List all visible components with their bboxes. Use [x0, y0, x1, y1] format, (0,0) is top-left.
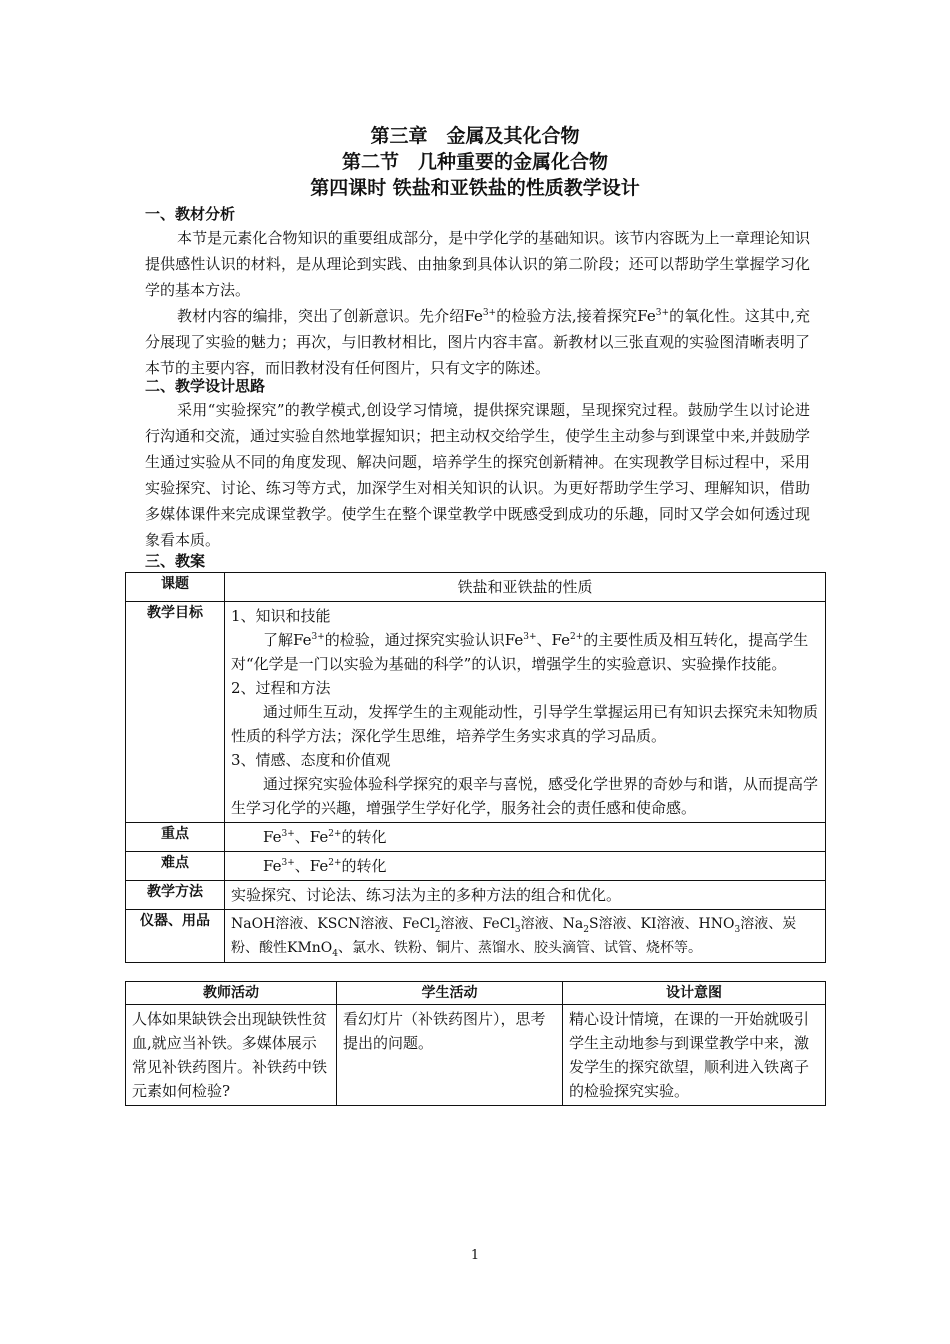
difficulty-value: $Fe^{3+}$、$Fe^{2+}$的转化: [225, 852, 826, 881]
activities-table: [125, 981, 826, 1106]
paragraph-1: 本节是元素化合物知识的重要组成部分，是中学化学的基础知识。该节内容既为上一章理论知识提供感性认识的材料，是从理论到实践、由抽象到具体认识的第二阶段；还可以帮助学生掌握学习化学的基本方法。: [145, 229, 810, 299]
goal-2-title: 2、过程和方法: [231, 679, 331, 697]
equipment-label: 仪器、用品: [126, 910, 225, 963]
activities-header-row: [126, 982, 826, 1005]
teacher-activity-cell: 人体如果缺铁会出现缺铁性贫血,就应当补铁。多媒体展示常见补铁药图片。补铁药中铁元素如何检验?: [126, 1005, 337, 1106]
lesson-plan-table: [125, 572, 826, 963]
goal-1-text: 了解$Fe^{3+}$的检验，通过探究实验认识$Fe^{3+}$、$Fe^{2+}$的主要性质及相互转化，提高学生对“化学是一门以实验为基础的科学”的认识，增强学生的实验意识、实验操作技能。: [231, 631, 809, 673]
design-idea-text: [145, 397, 810, 553]
heading-design-idea: 二、教学设计思路: [145, 377, 266, 395]
design-intent-header: 设计意图: [563, 982, 826, 1005]
table-row-equipment: [126, 910, 826, 963]
goal-3-title: 3、情感、态度和价值观: [231, 751, 391, 769]
student-activity-header: 学生活动: [337, 982, 563, 1005]
method-value: 实验探究、讨论法、练习法为主的多种方法的组合和优化。: [225, 881, 826, 910]
lesson-title: 第四课时 铁盐和亚铁盐的性质教学设计: [310, 177, 640, 199]
goal-2-text: 通过师生互动，发挥学生的主观能动性，引导学生掌握运用已有知识去探究未知物质性质的科学方法；深化学生思维，培养学生务实求真的学习品质。: [231, 703, 819, 745]
teacher-activity-header: 教师活动: [126, 982, 337, 1005]
heading-material-analysis: 一、教材分析: [145, 205, 236, 223]
section-title: 第二节 几种重要的金属化合物: [341, 151, 608, 173]
goal-1-title: 1、知识和技能: [231, 607, 331, 625]
table-row: [126, 1005, 826, 1106]
topic-label: 课题: [126, 573, 225, 602]
heading-lesson-plan: 三、教案: [145, 552, 206, 570]
table-row-key-point: [126, 823, 826, 852]
key-point-value: $Fe^{3+}$、$Fe^{2+}$的转化: [225, 823, 826, 852]
paragraph-3: 采用“实验探究”的教学模式,创设学习情境，提供探究课题，呈现探究过程。鼓励学生以讨论进行沟通和交流，通过实验自然地掌握知识；把主动权交给学生，使学生主动参与到课堂中来,并鼓励学生通过实验从不同的角度发现、解决问题，培养学生的探究创新精神。在实现教学目标过程中，采用实验探究、讨论、练习等方式，加深学生对相关知识的认识。为更好帮助学生学习、理解知识，借助多媒体课件来完成课堂教学。使学生在整个课堂教学中既感受到成功的乐趣，同时又学会如何透过现象看本质。: [145, 401, 810, 549]
table-row-difficulty: [126, 852, 826, 881]
table-row-topic: [126, 573, 826, 602]
goal-3-text: 通过探究实验体验科学探究的艰辛与喜悦，感受化学世界的奇妙与和谐，从而提高学生学习化学的兴趣，增强学生学好化学，服务社会的责任感和使命感。: [231, 775, 819, 817]
table-row-method: [126, 881, 826, 910]
equipment-value: NaOH溶液、KSCN溶液、FeCl$_2$溶液、FeCl$_3$溶液、$Na_2S$溶液、KI溶液、$HNO_3$溶液、炭粉、酸性KMnO$_4$、氯水、铁粉、铜片、蒸馏水、胶头滴管、试管、烧杯等。: [225, 910, 826, 963]
method-label: 教学方法: [126, 881, 225, 910]
paragraph-2: 教材内容的编排，突出了创新意识。先介绍$Fe^{3+}$的检验方法,接着探究$Fe^{3+}$的氧化性。这其中,充分展现了实验的魅力；再次，与旧教材相比，图片内容丰富。新教材以三张直观的实验图清晰表明了本节的主要内容，而旧教材没有任何图片，只有文字的陈述。: [145, 307, 811, 377]
key-point-label: 重点: [126, 823, 225, 852]
topic-value: 铁盐和亚铁盐的性质: [225, 573, 826, 602]
page-number: 1: [470, 1248, 480, 1263]
table-row-goals: [126, 602, 826, 823]
student-activity-cell: 看幻灯片（补铁药图片），思考提出的问题。: [337, 1005, 563, 1106]
difficulty-label: 难点: [126, 852, 225, 881]
design-intent-cell: 精心设计情境，在课的一开始就吸引学生主动地参与到课堂教学中来，激发学生的探究欲望，顺利进入铁离子的检验探究实验。: [563, 1005, 826, 1106]
goals-label: 教学目标: [126, 602, 225, 823]
goals-content: [225, 602, 826, 823]
material-analysis-text: [145, 225, 810, 381]
chapter-title: 第三章 金属及其化合物: [370, 125, 580, 147]
